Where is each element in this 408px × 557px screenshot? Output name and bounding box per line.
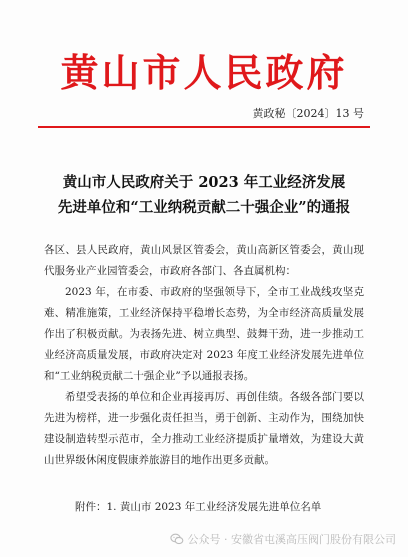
notice-title-line-2: 先进单位和“工业纳税贡献二十强企业”的通报 <box>57 199 351 216</box>
salutation: 各区、县人民政府，黄山风景区管委会，黄山高新区管委会，黄山现代服务业产业园管委会，市政府各部门、各直属机构： <box>44 244 364 277</box>
body-paragraph-1: 2023 年，在市委、市政府的坚强领导下，全市工业战线攻坚克难、精准施策，工业经济保持平稳增长态势，为全市经济高质量发展作出了积极贡献。为表扬先进、树立典型、鼓舞干劲，进一步推动工业经济高质量发展，市政府决定对 2023 年度工业经济发展先进单位和“工业纳税贡献二十强企业”予以通报表扬。 <box>44 286 364 382</box>
watermark-text: 公众号 · 安徽省屯溪高压阀门股份有限公司 <box>187 533 396 546</box>
notice-title <box>0 170 408 220</box>
issuer-header-title: 黄山市人民政府 <box>60 50 348 95</box>
red-separator-line <box>38 126 370 128</box>
watermark <box>170 531 397 547</box>
body-paragraph-2: 希望受表扬的单位和企业再接再厉、再创佳绩。各级各部门要以先进为榜样，进一步强化责任担当，勇于创新、主动作为，围绕加快建设制造转型示范市，全力推动工业经济提质扩量增效，为建设大黄山世界级休闲度假康养旅游目的地作出更多贡献。 <box>44 391 364 466</box>
document-number: 黄政秘〔2024〕13 号 <box>252 107 364 120</box>
notice-title-line-1: 黄山市人民政府关于 2023 年工业经济发展 <box>62 174 346 191</box>
attachment-line: 附件：1. 黄山市 2023 年工业经济发展先进单位名单 <box>75 501 322 513</box>
notice-body <box>44 240 364 471</box>
wechat-icon <box>170 532 184 546</box>
